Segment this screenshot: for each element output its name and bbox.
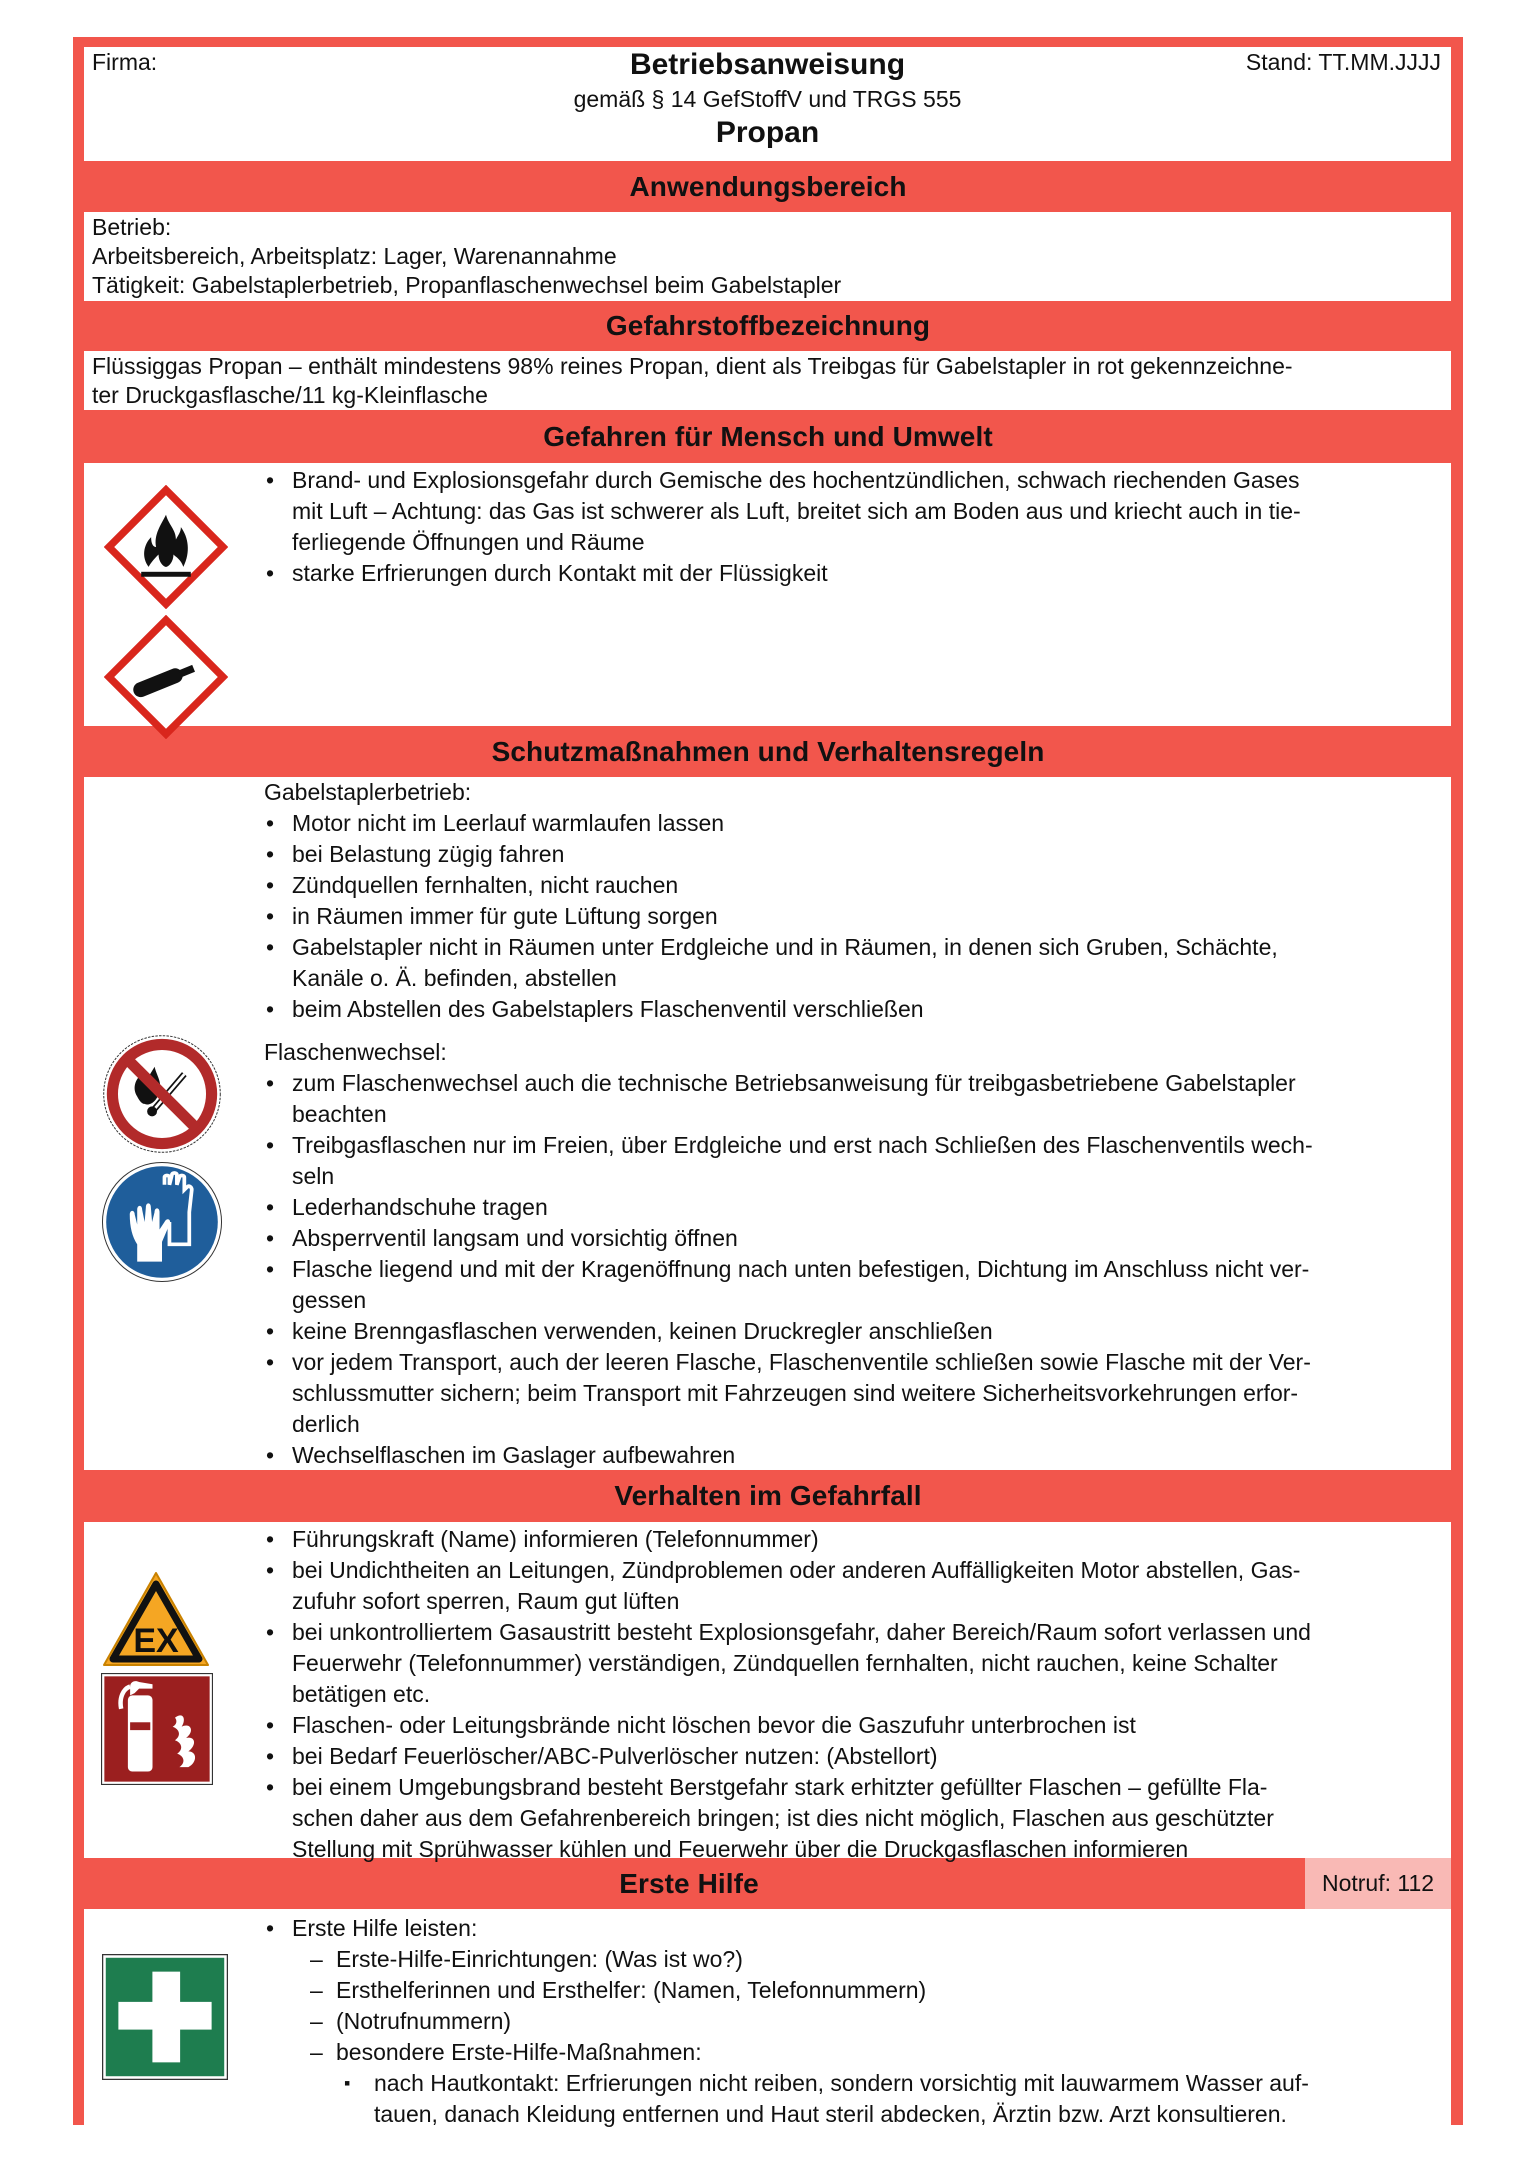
rule-item [264, 932, 1441, 994]
first-aid-sub-item: – Ersthelferinnen und Ersthelfer: (Namen, Telefonnummern) [264, 1975, 1441, 2006]
rule-item [264, 1347, 1441, 1440]
section-heading-anwendungsbereich: Anwendungsbereich [629, 170, 907, 202]
rule-item [264, 870, 1441, 901]
emergency-item [264, 1772, 1441, 1865]
gabelstaplerbetrieb-list [264, 808, 1441, 1025]
rule-item-line: • Lederhandschuhe tragen [292, 1194, 548, 1220]
gefahrfall-body [84, 1522, 1451, 1862]
group-label-gabelstaplerbetrieb: Gabelstaplerbetrieb: [264, 779, 472, 805]
rule-item [264, 994, 1441, 1025]
rule-item [264, 808, 1441, 839]
hazard-item-line: mit Luft – Achtung: das Gas ist schwerer als Luft, breitet sich am Boden aus und kriecht auch in tie- [292, 498, 1301, 524]
emergency-item-line: schen daher aus dem Gefahrenbereich bringen; ist dies nicht möglich, Flaschen aus geschützter [292, 1805, 1274, 1831]
rule-item [264, 1130, 1441, 1192]
schutzmassnahmen-body [84, 777, 1451, 1470]
ghs-gas-cylinder-icon [104, 615, 228, 739]
gefahren-list [264, 465, 1441, 589]
fire-extinguisher-icon [101, 1673, 213, 1785]
rule-item [264, 1254, 1441, 1316]
emergency-number-badge: Notruf: 112 [1305, 1858, 1451, 1909]
rule-item-line: • Zündquellen fernhalten, nicht rauchen [292, 872, 679, 898]
schutz-content [264, 777, 1441, 1471]
substance-description-line: ter Druckgasflasche/11 kg-Kleinflasche [92, 382, 488, 408]
explosive-atmosphere-icon [101, 1570, 211, 1668]
flaschenwechsel-list [264, 1068, 1441, 1471]
rule-item [264, 1068, 1441, 1130]
rule-item-line: • keine Brenngasflaschen verwenden, keinen Druckregler anschließen [292, 1318, 993, 1344]
first-aid-detail-line: ▪ nach Hautkontakt: Erfrierungen nicht reiben, sondern vorsichtig mit lauwarmem Wasser auf- [374, 2070, 1309, 2096]
emergency-item [264, 1555, 1441, 1617]
section-heading-gefahrstoffbezeichnung: Gefahrstoffbezeichnung [605, 310, 931, 341]
section-heading-gefahrfall: Verhalten im Gefahrfall [614, 1480, 922, 1511]
section-heading-gefahren: Gefahren für Mensch und Umwelt [543, 420, 993, 452]
rule-item-line: Kanäle o. Ä. befinden, abstellen [292, 965, 617, 991]
rule-item-line: • Wechselflaschen im Gaslager aufbewahren [292, 1442, 736, 1468]
hazard-item-line: ferliegende Öffnungen und Räume [292, 529, 645, 555]
rule-item-line: • Treibgasflaschen nur im Freien, über Erdgleiche und erst nach Schließen des Flaschenventils wech- [292, 1132, 1313, 1158]
rule-item-line: seln [292, 1163, 335, 1189]
no-open-flame-icon [100, 1032, 224, 1156]
rule-item [264, 1223, 1441, 1254]
emergency-item-line: betätigen etc. [292, 1681, 431, 1707]
emergency-item-line: • bei unkontrolliertem Gasaustritt besteht Explosionsgefahr, daher Bereich/Raum sofort verlassen und [292, 1619, 1311, 1645]
first-aid-detail-line: tauen, danach Kleidung entfernen und Haut steril abdecken, Ärztin bzw. Arzt konsultieren. [374, 2101, 1287, 2127]
document-header [84, 47, 1451, 161]
ghs-flame-icon [104, 485, 228, 609]
rule-item-line: schlussmutter sichern; beim Transport mit Fahrzeugen sind weitere Sicherheitsvorkehrungen erfor- [292, 1380, 1299, 1406]
emergency-item-line: • bei einem Umgebungsbrand besteht Berstgefahr stark erhitzter gefüllter Flaschen – gefüllte Fla- [292, 1774, 1268, 1800]
gefahrstoffbezeichnung-body [84, 351, 1451, 410]
svg-text:EX: EX [133, 1622, 179, 1660]
rule-item [264, 901, 1441, 932]
rule-item [264, 1440, 1441, 1471]
rule-item-line: • beim Abstellen des Gabelstaplers Flaschenventil verschließen [292, 996, 924, 1022]
hazard-item [264, 465, 1441, 558]
hazard-item [264, 558, 1441, 589]
emergency-item-line: zufuhr sofort sperren, Raum gut lüften [292, 1588, 680, 1614]
erste-hilfe-body [84, 1909, 1451, 2125]
document-title: Betriebsanweisung [629, 48, 906, 81]
operating-instruction-frame [73, 37, 1463, 2125]
emergency-item [264, 1710, 1441, 1741]
anwendungsbereich-body [84, 212, 1451, 301]
rule-item [264, 1192, 1441, 1223]
rule-item-line: • zum Flaschenwechsel auch die technische Betriebsanweisung für treibgasbetriebene Gabelstapler [292, 1070, 1296, 1096]
firma-label: Firma: [92, 49, 158, 75]
gefahren-body [84, 463, 1451, 726]
rule-item-line: • Flasche liegend und mit der Kragenöffnung nach unten befestigen, Dichtung im Anschluss nicht ver- [292, 1256, 1310, 1282]
first-aid-sub-item: – besondere Erste-Hilfe-Maßnahmen: [264, 2037, 1441, 2068]
rule-item-line: • bei Belastung zügig fahren [292, 841, 565, 867]
taetigkeit-line: Tätigkeit: Gabelstaplerbetrieb, Propanflaschenwechsel beim Gabelstapler [92, 272, 842, 298]
emergency-item [264, 1524, 1441, 1555]
stand-date: Stand: TT.MM.JJJJ [1245, 49, 1441, 75]
emergency-item [264, 1741, 1441, 1772]
document-subtitle: gemäß § 14 GefStoffV und TRGS 555 [573, 86, 962, 112]
rule-item-line: • Gabelstapler nicht in Räumen unter Erdgleiche und in Räumen, in denen sich Gruben, Schächte, [292, 934, 1278, 960]
betrieb-line: Betrieb: [92, 214, 172, 240]
hazard-item-line: • Brand- und Explosionsgefahr durch Gemische des hochentzündlichen, schwach riechenden Gases [292, 467, 1300, 493]
group-label-flaschenwechsel: Flaschenwechsel: [264, 1039, 447, 1065]
gefahrfall-list [264, 1524, 1441, 1865]
rule-item-line: gessen [292, 1287, 367, 1313]
emergency-item [264, 1617, 1441, 1710]
section-heading-schutzmassnahmen: Schutzmaßnahmen und Verhaltensregeln [491, 735, 1045, 767]
rule-item [264, 839, 1441, 870]
substance-description-line: Flüssiggas Propan – enthält mindestens 98% reines Propan, dient als Treibgas für Gabelstapler in rot gekennzeichne- [92, 353, 1293, 379]
rule-item-line: beachten [292, 1101, 387, 1127]
emergency-item-line: Stellung mit Sprühwasser kühlen und Feuerwehr über die Druckgasflaschen informieren [292, 1836, 1189, 1862]
rule-item-line: • Motor nicht im Leerlauf warmlaufen lassen [292, 810, 725, 836]
rule-item-line: derlich [292, 1411, 360, 1437]
first-aid-main-item: • Erste Hilfe leisten: [264, 1913, 1441, 1944]
emergency-item-line: • Führungskraft (Name) informieren (Telefonnummer) [292, 1526, 819, 1552]
rule-item-line: • in Räumen immer für gute Lüftung sorgen [292, 903, 718, 929]
hazard-item-line: • starke Erfrierungen durch Kontakt mit der Flüssigkeit [292, 560, 828, 586]
erste-hilfe-list [264, 1913, 1441, 2130]
emergency-item-line: • Flaschen- oder Leitungsbrände nicht löschen bevor die Gaszufuhr unterbrochen ist [292, 1712, 1136, 1738]
emergency-item-line: • bei Undichtheiten an Leitungen, Zündproblemen oder anderen Auffälligkeiten Motor abstellen, Gas- [292, 1557, 1301, 1583]
rule-item-line: • Absperrventil langsam und vorsichtig öffnen [292, 1225, 738, 1251]
first-aid-icon [102, 1954, 228, 2080]
emergency-item-line: Feuerwehr (Telefonnummer) verständigen, Zündquellen fernhalten, nicht rauchen, keine Schalter [292, 1650, 1278, 1676]
arbeitsbereich-line: Arbeitsbereich, Arbeitsplatz: Lager, Warenannahme [92, 243, 617, 269]
section-heading-erste-hilfe: Erste Hilfe [619, 1867, 759, 1899]
first-aid-detail-item [264, 2068, 1441, 2130]
first-aid-sub-item: – (Notrufnummern) [264, 2006, 1441, 2037]
rule-item [264, 1316, 1441, 1347]
rule-item-line: • vor jedem Transport, auch der leeren Flasche, Flaschenventile schließen sowie Flasche mit der Ver- [292, 1349, 1311, 1375]
wear-gloves-icon [100, 1160, 224, 1284]
emergency-item-line: • bei Bedarf Feuerlöscher/ABC-Pulverlöscher nutzen: (Abstellort) [292, 1743, 938, 1769]
first-aid-sub-item: – Erste-Hilfe-Einrichtungen: (Was ist wo?) [264, 1944, 1441, 1975]
substance-name: Propan [715, 116, 820, 149]
